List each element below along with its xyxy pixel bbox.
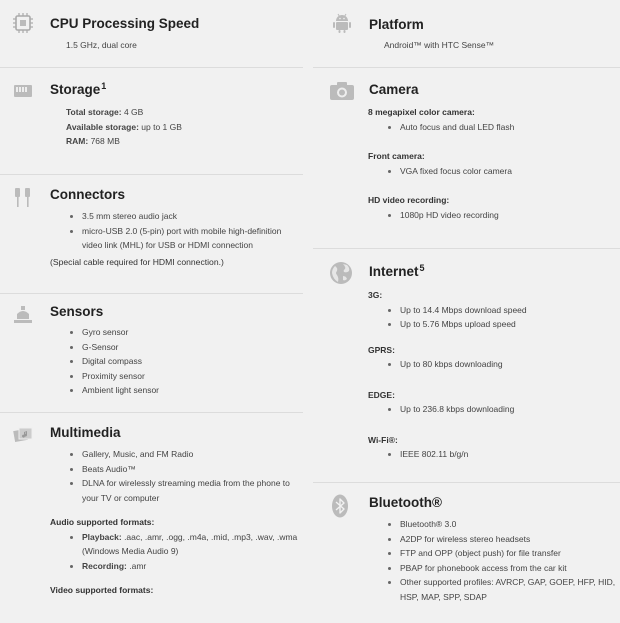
list-item: 1080p HD video recording — [400, 208, 616, 223]
list-item: Other supported profiles: AVRCP, GAP, GOEP, HFP, HID, HSP, MAP, SPP, SDAP — [400, 575, 616, 604]
storage-available: Available storage: up to 1 GB — [66, 121, 182, 132]
list-item: PBAP for phonebook access from the car kit — [400, 561, 616, 576]
storage-title: Storage — [50, 82, 101, 97]
android-icon — [331, 12, 353, 34]
list-item: Digital compass — [82, 354, 299, 369]
list-item: Gallery, Music, and FM Radio — [82, 447, 299, 462]
camera-icon — [329, 80, 355, 102]
section-platform — [313, 0, 620, 67]
internet-footnote: 5 — [419, 263, 425, 273]
list-item: Auto focus and dual LED flash — [400, 120, 616, 135]
camera-front-heading: Front camera: — [368, 151, 425, 161]
list-item: 3.5 mm stereo audio jack — [82, 209, 299, 224]
section-cpu — [0, 0, 303, 67]
list-item: Up to 80 kbps downloading — [400, 357, 616, 372]
audio-formats-heading: Audio supported formats: — [50, 517, 155, 527]
multimedia-title: Multimedia — [50, 425, 121, 440]
list-item: VGA fixed focus color camera — [400, 164, 616, 179]
section-connectors — [0, 174, 303, 293]
internet-edge-heading: EDGE: — [368, 389, 395, 400]
sensor-icon — [12, 304, 34, 326]
storage-footnote: 1 — [101, 81, 107, 91]
list-item: Recording: .amr — [82, 559, 299, 574]
platform-title: Platform — [369, 17, 424, 32]
camera-title: Camera — [369, 82, 419, 97]
list-item: Gyro sensor — [82, 325, 299, 340]
section-multimedia — [0, 412, 303, 623]
list-item: Up to 14.4 Mbps download speed — [400, 303, 616, 318]
storage-total: Total storage: 4 GB — [66, 107, 144, 117]
internet-wifi-heading: Wi-Fi®: — [368, 434, 398, 445]
bluetooth-icon — [331, 494, 349, 518]
camera-hd-heading: HD video recording: — [368, 195, 450, 205]
connectors-title: Connectors — [50, 187, 126, 202]
right-column — [313, 0, 620, 616]
section-camera — [313, 67, 620, 248]
sensors-title: Sensors — [50, 304, 104, 319]
list-item: A2DP for wireless stereo headsets — [400, 532, 616, 547]
platform-value: Android™ with HTC Sense™ — [384, 40, 495, 50]
internet-title: Internet — [369, 264, 419, 279]
cpu-title: CPU Processing Speed — [50, 16, 200, 31]
globe-icon — [329, 261, 353, 285]
list-item: Up to 5.76 Mbps upload speed — [400, 317, 616, 332]
list-item: FTP and OPP (object push) for file transfer — [400, 546, 616, 561]
bluetooth-title: Bluetooth® — [369, 495, 442, 510]
list-item: Proximity sensor — [82, 369, 299, 384]
list-item: Playback: .aac, .amr, .ogg, .m4a, .mid, .mp3, .wav, .wma (Windows Media Audio 9) — [82, 530, 299, 559]
section-bluetooth — [313, 482, 620, 616]
video-formats-heading: Video supported formats: — [50, 585, 154, 595]
list-item: G-Sensor — [82, 340, 299, 355]
internet-gprs-heading: GPRS: — [368, 344, 395, 355]
list-item: IEEE 802.11 b/g/n — [400, 447, 616, 462]
camera-main-heading: 8 megapixel color camera: — [368, 107, 475, 117]
list-item: Bluetooth® 3.0 — [400, 517, 616, 532]
list-item: micro-USB 2.0 (5-pin) port with mobile high-definition video link (MHL) for USB or HDMI connection — [82, 224, 299, 253]
connector-plug-icon — [12, 187, 34, 209]
section-sensors — [0, 293, 303, 412]
section-internet — [313, 248, 620, 482]
section-storage — [0, 67, 303, 174]
connectors-note: (Special cable required for HDMI connection.) — [50, 257, 224, 267]
cpu-value: 1.5 GHz, dual core — [66, 40, 137, 50]
list-item: DLNA for wirelessly streaming media from the phone to your TV or computer — [82, 476, 299, 505]
cpu-chip-icon — [12, 12, 34, 34]
list-item: Ambient light sensor — [82, 383, 299, 398]
internet-3g-heading: 3G: — [368, 290, 383, 300]
memory-card-icon — [12, 80, 34, 102]
list-item: Up to 236.8 kbps downloading — [400, 402, 616, 417]
storage-ram: RAM: 768 MB — [66, 136, 120, 146]
list-item: Beats Audio™ — [82, 462, 299, 477]
multimedia-icon — [12, 424, 34, 446]
left-column — [0, 0, 303, 623]
